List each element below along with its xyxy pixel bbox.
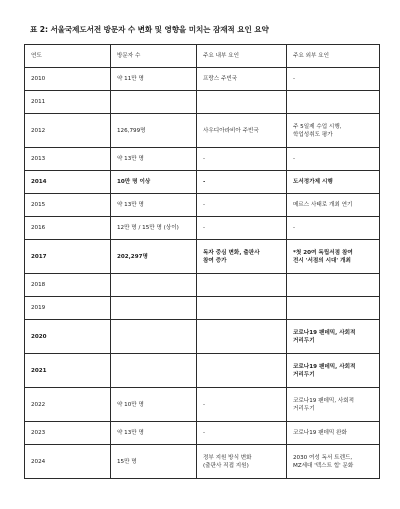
cell-visitors-text: 12만 명 / 15만 명 (상이) xyxy=(117,225,179,231)
cell-year xyxy=(25,68,111,91)
cell-year xyxy=(25,240,111,274)
cell-internal-factor-text: - xyxy=(203,179,206,185)
cell-visitors-text: 약 13만 명 xyxy=(117,430,144,436)
cell-year-text: 2019 xyxy=(31,305,46,311)
cell-visitors xyxy=(111,297,197,320)
cell-internal-factor xyxy=(197,274,287,297)
cell-internal-factor xyxy=(197,445,287,479)
cell-internal-factor-text: - xyxy=(203,202,206,208)
cell-year xyxy=(25,354,111,388)
cell-visitors-text: 10만 명 이상 xyxy=(117,179,151,185)
cell-year-text: 2012 xyxy=(31,127,46,134)
cell-external-factor xyxy=(287,68,380,91)
cell-internal-factor xyxy=(197,240,287,274)
cell-external-factor xyxy=(287,240,380,274)
cell-internal-factor xyxy=(197,148,287,171)
cell-internal-factor xyxy=(197,217,287,240)
cell-visitors-text: 15만 명 xyxy=(117,458,137,465)
cell-external-factor xyxy=(287,297,380,320)
cell-internal-factor xyxy=(197,68,287,91)
cell-external-factor-text: 코로나19 팬데믹 완화 xyxy=(293,430,347,436)
cell-visitors xyxy=(111,194,197,217)
table-row xyxy=(25,445,380,479)
table-row xyxy=(25,422,380,445)
header-year: 연도 xyxy=(25,45,111,68)
cell-external-factor-text: - xyxy=(293,76,296,82)
cell-visitors-text: 126,799명 xyxy=(117,127,146,134)
cell-visitors-text: 202,297명 xyxy=(117,253,148,260)
cell-internal-factor xyxy=(197,422,287,445)
table-caption: 표 2: 서울국제도서전 방문자 수 변화 및 영향을 미치는 잠재적 요인 요약 xyxy=(30,25,269,34)
cell-internal-factor xyxy=(197,320,287,354)
cell-internal-factor xyxy=(197,114,287,148)
cell-external-factor xyxy=(287,91,380,114)
cell-visitors xyxy=(111,422,197,445)
cell-year-text: 2023 xyxy=(31,430,46,436)
cell-visitors xyxy=(111,114,197,148)
cell-internal-factor xyxy=(197,171,287,194)
cell-external-factor xyxy=(287,422,380,445)
cell-year-text: 2010 xyxy=(31,76,46,82)
cell-external-factor xyxy=(287,388,380,422)
cell-internal-factor-text: - xyxy=(203,430,206,436)
table-row xyxy=(25,297,380,320)
table-row xyxy=(25,148,380,171)
cell-visitors xyxy=(111,217,197,240)
cell-internal-factor xyxy=(197,297,287,320)
cell-internal-factor xyxy=(197,194,287,217)
header-internal-factors: 주요 내부 요인 xyxy=(197,45,287,68)
cell-internal-factor xyxy=(197,388,287,422)
cell-internal-factor-text: 독자 중심 변화, 출판사 참여 증가 xyxy=(203,249,260,264)
cell-year xyxy=(25,171,111,194)
cell-year xyxy=(25,320,111,354)
cell-year xyxy=(25,91,111,114)
header-visitors: 방문자 수 xyxy=(111,45,197,68)
cell-external-factor xyxy=(287,114,380,148)
cell-year-text: 2014 xyxy=(31,179,47,185)
cell-external-factor xyxy=(287,171,380,194)
table-row xyxy=(25,91,380,114)
cell-external-factor xyxy=(287,354,380,388)
cell-external-factor-text: 주 5일제 수업 시행, 학업성취도 평가 xyxy=(293,123,342,138)
cell-visitors xyxy=(111,274,197,297)
cell-year xyxy=(25,445,111,479)
cell-external-factor xyxy=(287,445,380,479)
table-row xyxy=(25,240,380,274)
cell-year-text: 2015 xyxy=(31,202,46,208)
cell-visitors xyxy=(111,320,197,354)
cell-internal-factor-text: 프랑스 주빈국 xyxy=(203,76,238,82)
cell-visitors-text: 약 10만 명 xyxy=(117,401,144,408)
cell-year-text: 2021 xyxy=(31,367,47,374)
cell-visitors-text: 약 11만 명 xyxy=(117,76,144,82)
cell-external-factor-text: - xyxy=(293,225,296,231)
cell-year xyxy=(25,388,111,422)
table-row xyxy=(25,194,380,217)
cell-visitors xyxy=(111,148,197,171)
cell-visitors xyxy=(111,445,197,479)
cell-visitors xyxy=(111,240,197,274)
cell-year-text: 2018 xyxy=(31,282,46,288)
cell-external-factor xyxy=(287,320,380,354)
cell-external-factor-text: 메르스 사태로 개최 연기 xyxy=(293,202,353,208)
table-header-row xyxy=(25,45,380,68)
cell-external-factor-text: 코로나19 팬데믹, 사회적 거리두기 xyxy=(293,329,356,344)
cell-internal-factor-text: - xyxy=(203,401,206,408)
cell-external-factor xyxy=(287,217,380,240)
cell-visitors-text: 약 13만 명 xyxy=(117,156,144,162)
cell-internal-factor-text: 정부 지원 방식 변화 (출판사 직접 지원) xyxy=(203,454,252,469)
cell-year xyxy=(25,148,111,171)
summary-table xyxy=(24,44,380,479)
cell-internal-factor-text: - xyxy=(203,225,206,231)
cell-year xyxy=(25,114,111,148)
cell-year-text: 2024 xyxy=(31,458,46,465)
cell-external-factor-text: 도서정가제 시행 xyxy=(293,179,333,185)
cell-external-factor xyxy=(287,274,380,297)
cell-year xyxy=(25,274,111,297)
cell-visitors xyxy=(111,388,197,422)
header-external-factors: 주요 외부 요인 xyxy=(287,45,380,68)
cell-external-factor-text: 코로나19 팬데믹, 사회적 거리두기 xyxy=(293,363,356,378)
cell-visitors xyxy=(111,171,197,194)
table-row xyxy=(25,320,380,354)
cell-year-text: 2011 xyxy=(31,99,46,105)
table-row xyxy=(25,114,380,148)
table-row xyxy=(25,388,380,422)
table-row xyxy=(25,217,380,240)
cell-year xyxy=(25,422,111,445)
cell-external-factor-text: 코로나19 팬데믹, 사회적 거리두기 xyxy=(293,397,355,412)
table-body xyxy=(25,68,380,479)
cell-external-factor xyxy=(287,148,380,171)
cell-external-factor-text: *첫 20여 독립서점 참여 전시 '서점의 시대' 개최 xyxy=(293,249,353,264)
cell-year xyxy=(25,297,111,320)
cell-visitors xyxy=(111,354,197,388)
cell-internal-factor-text: - xyxy=(203,156,206,162)
cell-year-text: 2017 xyxy=(31,253,47,260)
cell-internal-factor xyxy=(197,91,287,114)
cell-year xyxy=(25,217,111,240)
cell-year-text: 2020 xyxy=(31,333,47,340)
table-row xyxy=(25,68,380,91)
cell-internal-factor-text: 사우디아라비아 주빈국 xyxy=(203,127,259,134)
cell-year xyxy=(25,194,111,217)
table-row xyxy=(25,171,380,194)
table-row xyxy=(25,354,380,388)
cell-internal-factor xyxy=(197,354,287,388)
cell-visitors xyxy=(111,68,197,91)
cell-visitors-text: 약 13만 명 xyxy=(117,202,144,208)
cell-external-factor-text: - xyxy=(293,156,296,162)
cell-year-text: 2013 xyxy=(31,156,46,162)
table-row xyxy=(25,274,380,297)
cell-external-factor xyxy=(287,194,380,217)
cell-visitors xyxy=(111,91,197,114)
cell-external-factor-text: 2030 여성 독서 트렌드, MZ세대 '텍스트 힙' 문화 xyxy=(293,454,354,469)
cell-year-text: 2016 xyxy=(31,225,46,231)
cell-year-text: 2022 xyxy=(31,401,46,408)
